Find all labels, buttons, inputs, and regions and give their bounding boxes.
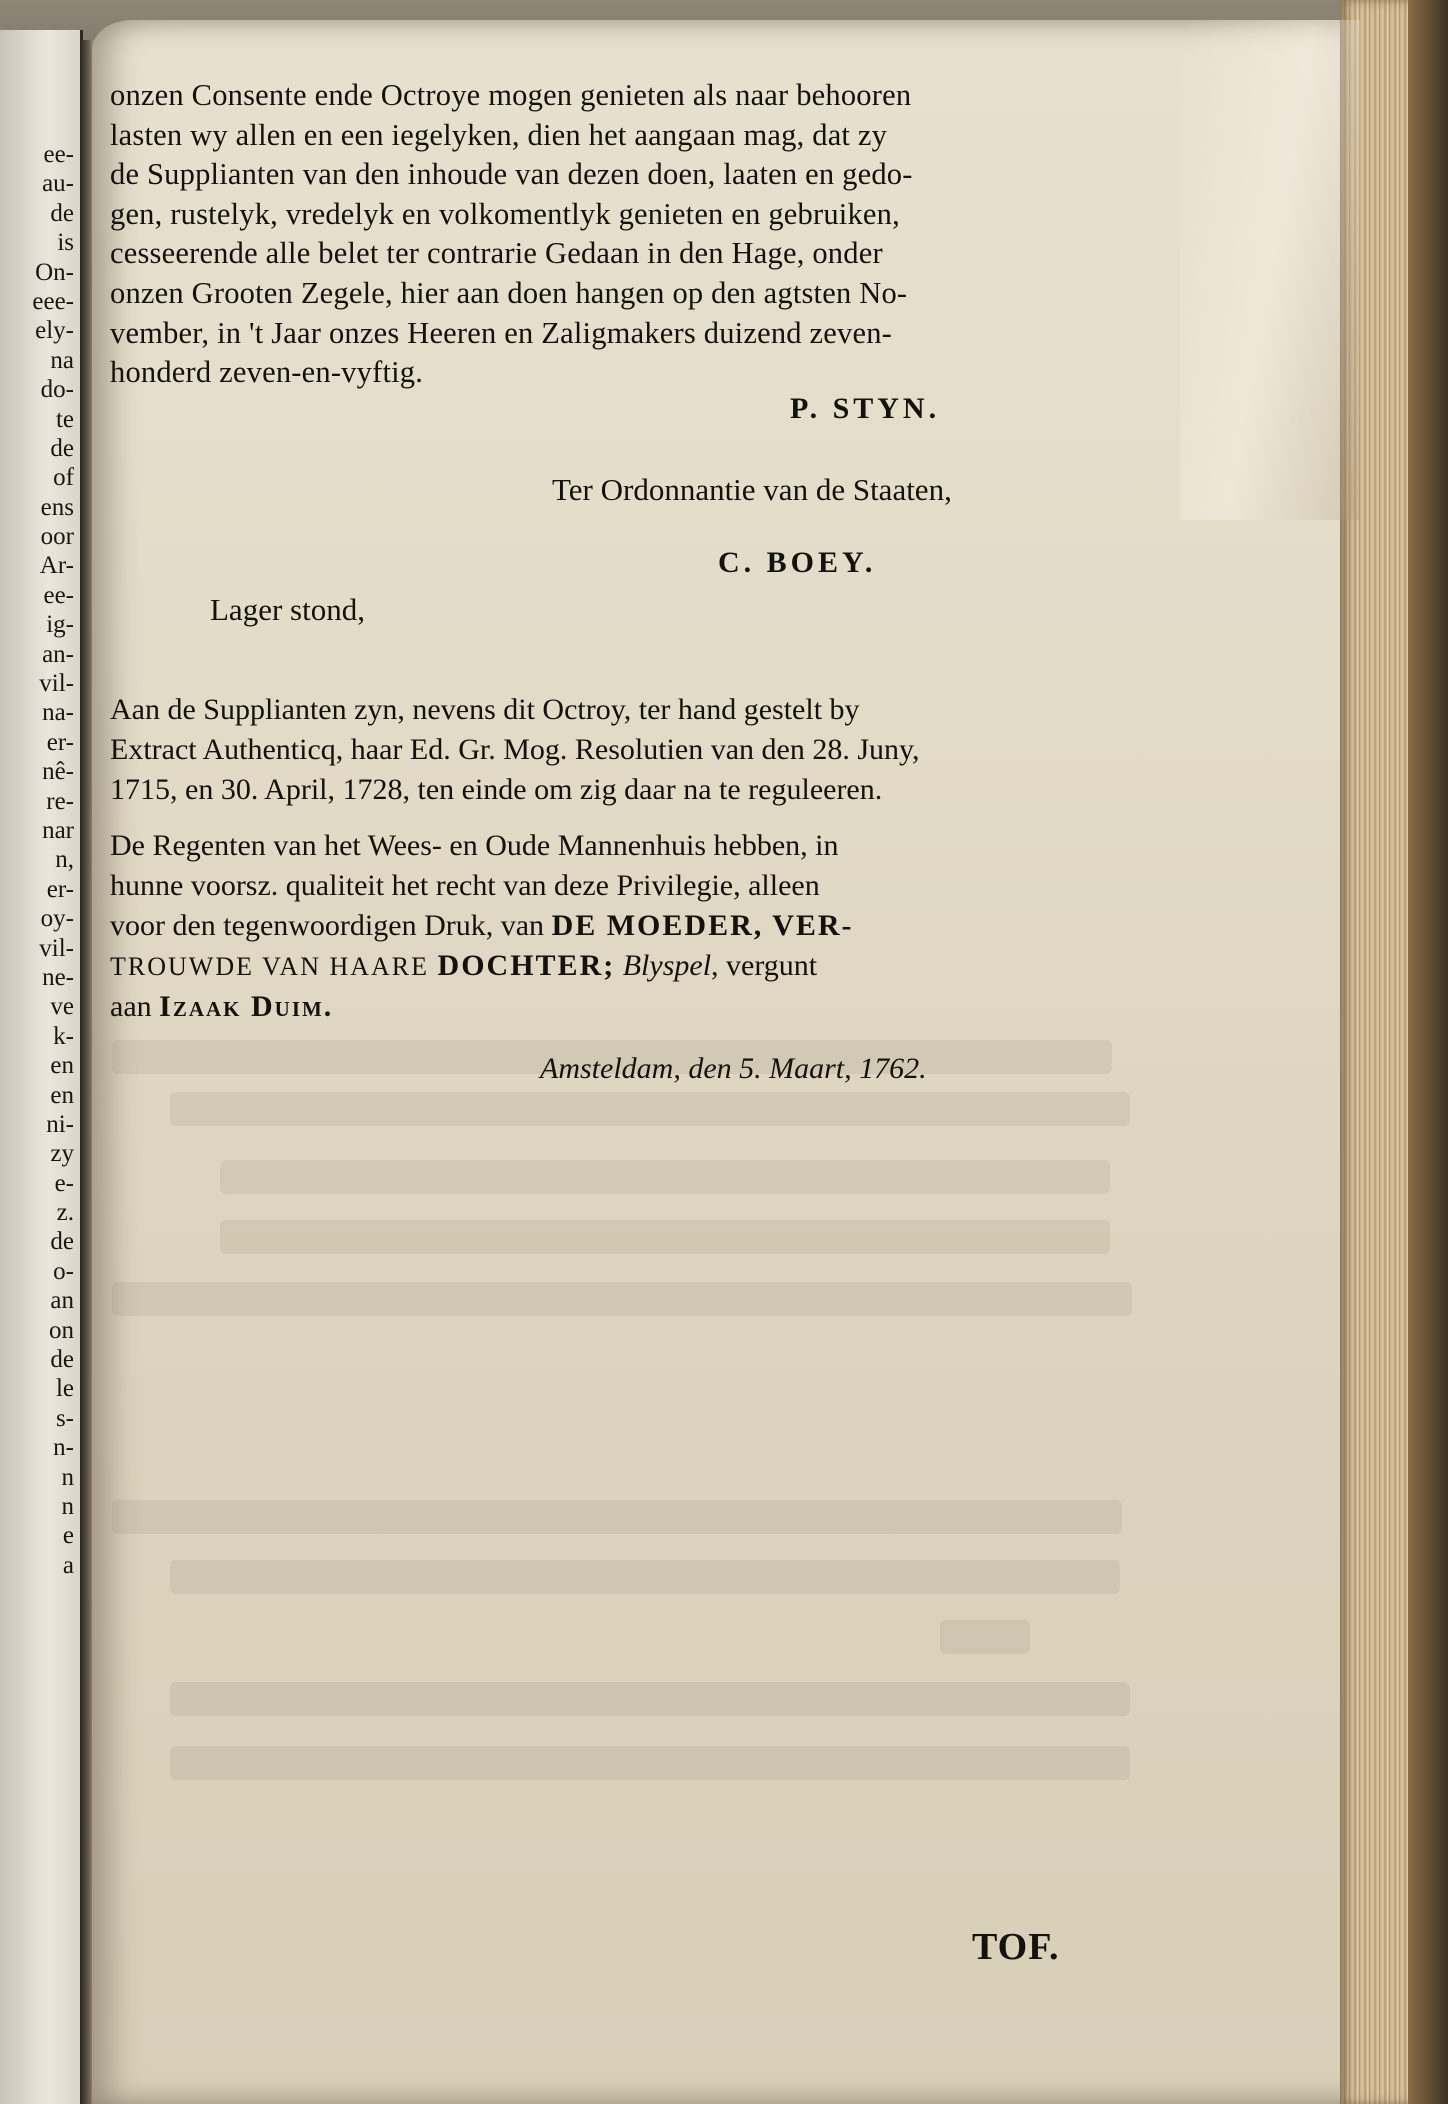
left-page-fragment: on — [49, 1316, 74, 1344]
play-title-part-2: TROUWDE VAN HAARE — [110, 952, 438, 981]
left-page-fragment: de — [50, 1228, 74, 1256]
privilege-line: vember, in 't Jaar onzes Heeren en Zaligmakers duizend zeven- — [110, 315, 893, 350]
play-genre: Blyspel — [615, 949, 712, 982]
resolution-line: 1715, en 30. April, 1728, ten einde om zig daar na te reguleeren. — [110, 773, 883, 806]
left-page-fragment: ee- — [43, 581, 74, 609]
left-page-fragment: of — [53, 464, 74, 492]
left-page-fragment: ig- — [46, 611, 74, 639]
left-page-fragment: n- — [53, 1434, 74, 1462]
left-page-fragment: z. — [56, 1199, 74, 1227]
regenten-line-5-text: aan — [110, 990, 160, 1023]
left-page-fragment: Ar- — [39, 552, 74, 580]
left-page-fragment: is — [57, 229, 74, 257]
catchword: TOF. — [972, 1926, 1060, 1968]
signature-styn: P. STYN. — [790, 392, 941, 425]
left-page-fragment: en — [50, 1081, 74, 1109]
left-page — [0, 30, 83, 2104]
left-page-fragment: a — [62, 1551, 74, 1579]
left-page-fragment: an- — [42, 640, 74, 668]
left-page-fragment: do- — [40, 376, 74, 404]
left-page-fragment: er- — [46, 728, 74, 756]
left-page-fragment: ve — [50, 993, 74, 1021]
left-page-fragment: e- — [54, 1169, 74, 1197]
left-page-fragment: n — [61, 1463, 74, 1491]
left-page-fragment: na- — [42, 699, 74, 727]
privilege-line: onzen Consente ende Octroye mogen genieten als naar behooren — [110, 78, 912, 112]
play-title-part-1: DE MOEDER, VER- — [551, 909, 854, 942]
play-title-part-3: DOCHTER; — [437, 949, 616, 982]
left-page-fragment: ne- — [42, 963, 74, 991]
left-page-fragment: e — [62, 1522, 74, 1550]
left-page-fragment: oor — [40, 523, 74, 551]
left-page-fragment: eee- — [32, 287, 74, 315]
privilege-line: honderd zeven-en-vyftig. — [110, 355, 424, 390]
left-page-fragment: de — [50, 434, 74, 462]
left-page-fragment: ely- — [35, 317, 74, 345]
left-page-fragment: ens — [40, 493, 74, 521]
left-page-fragment: de — [50, 199, 74, 227]
left-page-fragment: n, — [55, 846, 74, 874]
left-page-fragment: oy- — [40, 905, 74, 933]
dateline: Amsteldam, den 5. Maart, 1762. — [540, 1052, 927, 1085]
left-page-fragment: k- — [53, 1022, 74, 1050]
left-page-fragment: de — [50, 1346, 74, 1374]
lager-stond: Lager stond, — [210, 592, 365, 627]
privilege-line: cesseerende alle belet ter contrarie Gedaan in den Hage, onder — [110, 236, 883, 271]
book-spine-edge — [1408, 0, 1448, 2104]
left-page-fragment: zy — [50, 1140, 74, 1168]
left-page-fragment: au- — [42, 170, 74, 198]
left-page-fragment: On- — [35, 258, 74, 286]
left-page-fragment: s- — [55, 1404, 74, 1432]
left-page-fragment: le — [55, 1375, 74, 1403]
left-page-fragment: o- — [53, 1257, 74, 1285]
signature-boey: C. BOEY. — [718, 546, 877, 579]
privilege-line: onzen Grooten Zegele, hier aan doen hangen op den agtsten No- — [110, 275, 908, 310]
privilege-line: de Supplianten van den inhoude van dezen doen, laaten en gedo- — [110, 157, 913, 192]
regenten-line-3-text: voor den tegenwoordigen Druk, van — [110, 909, 552, 942]
regenten-line-5 — [110, 987, 1140, 1027]
privilege-paragraph — [110, 76, 1140, 393]
resolution-line: Extract Authenticq, haar Ed. Gr. Mog. Resolutien van den 28. Juny, — [110, 733, 920, 766]
regenten-line-3 — [110, 906, 1140, 946]
left-page-text-fragments — [2, 140, 74, 1580]
regenten-paragraph — [110, 826, 1140, 1027]
left-page-fragment: an — [50, 1287, 74, 1315]
left-page-fragment: na — [50, 346, 74, 374]
left-page-fragment: re- — [46, 787, 74, 815]
privilege-line: gen, rustelyk, vredelyk en volkomentlyk genieten en gebruiken, — [110, 196, 900, 231]
left-page-fragment: nê- — [42, 758, 74, 786]
ordonnantie-line: Ter Ordonnantie van de Staaten, — [552, 472, 952, 507]
regenten-line-4 — [110, 946, 1140, 987]
left-page-fragment: er- — [46, 875, 74, 903]
left-page-fragment: vil- — [39, 670, 74, 698]
left-page-fragment: te — [55, 405, 74, 433]
left-page-fragment: nar — [42, 816, 74, 844]
left-page-fragment: ee- — [43, 141, 74, 168]
left-page-fragment: en — [50, 1052, 74, 1080]
left-page-fragment: n — [61, 1492, 74, 1520]
resolution-line: Aan de Supplianten zyn, nevens dit Octroy, ter hand gestelt by — [110, 693, 860, 726]
left-page-fragment: vil- — [39, 934, 74, 962]
privilege-line: lasten wy allen en een iegelyken, dien het aangaan mag, dat zy — [110, 117, 888, 152]
resolution-paragraph — [110, 690, 1140, 810]
publisher-name: Izaak Duim. — [159, 990, 334, 1023]
regenten-line-1: De Regenten van het Wees- en Oude Mannenhuis hebben, in — [110, 829, 839, 862]
regenten-line-4-end: , vergunt — [711, 949, 818, 982]
regenten-line-2: hunne voorsz. qualiteit het recht van deze Privilegie, alleen — [110, 869, 820, 902]
left-page-fragment: ni- — [46, 1110, 74, 1138]
